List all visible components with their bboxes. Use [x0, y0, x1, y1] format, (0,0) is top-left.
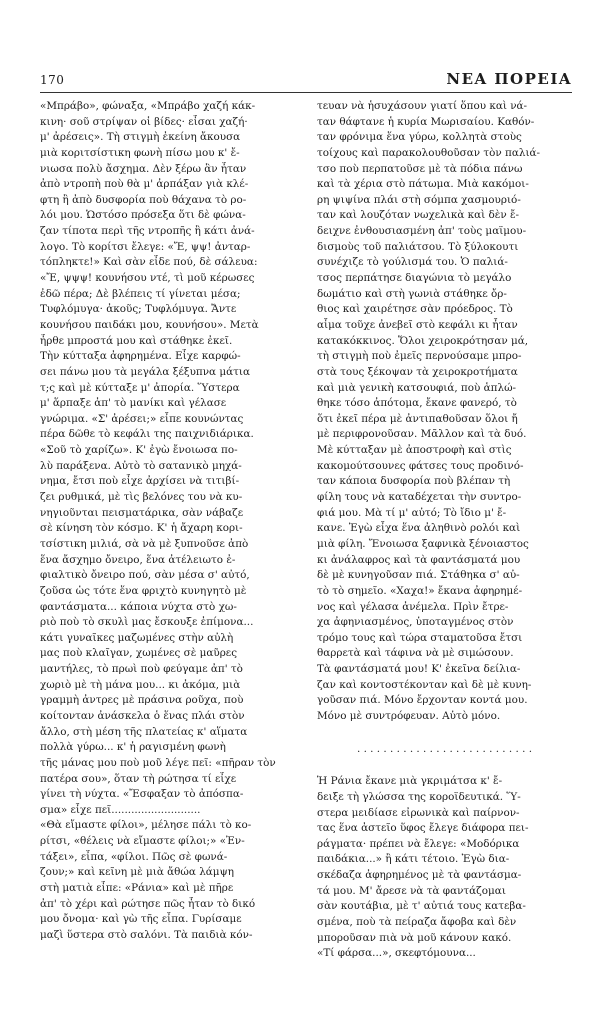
- text-line: ζοῦσα ὡς τότε ἕνα φριχτὸ κυνηγητὸ μὲ: [40, 584, 247, 597]
- text-line: ταν φρόνιμα ἕνα γύρω, κολλητὰ στοὺς: [317, 131, 522, 144]
- text-line: τ;ς καὶ μὲ κύτταξε μ' ἀπορία. Ὕστερα: [40, 381, 240, 394]
- text-line: χωριὸ μὲ τὴ μάνα μου... κι ἀκόμα, μιὰ: [40, 678, 241, 691]
- text-line: δειξε τὴ γλώσσα της κοροϊδευτικά. Ὕ-: [317, 790, 521, 803]
- text-line: πατέρα σου», ὅταν τὴ ρώτησα τί εἶχε: [40, 772, 237, 785]
- text-line: ἕνα ἄσχημο ὄνειρο, ἕνα ἀτέλειωτο ἐ-: [40, 553, 236, 566]
- text-line: τόπληκτε!» Καὶ σὰν εἶδε πού, δὲ σάλευα:: [40, 256, 258, 269]
- header-rule: [40, 92, 572, 93]
- text-line: συνέχιζε τὸ γούλισμά του. Ὁ παλιά-: [317, 256, 508, 269]
- text-line: φιά μου. Μὰ τί μ' αὐτό; Τὸ ἴδιο μ' ἔ-: [317, 506, 507, 519]
- text-line: ζαν καὶ κοντοστέκονταν καὶ δὲ μὲ κυνη-: [317, 678, 532, 691]
- text-line: ταν θάφτανε ἡ κυρία Μωρισαίου. Καθόν-: [317, 115, 535, 128]
- text-line: «Σοῦ τὸ χαρίζω». Κ' ἐγὼ ἔνοιωσα πο-: [40, 444, 238, 457]
- text-line: κακομούτσουνες φάτσες τους προδινό-: [317, 459, 524, 472]
- text-line: φιαλτικὸ ὄνειρο πού, σὰν μέσα σ' αὐτό,: [40, 569, 250, 582]
- text-line: δισμοὺς τοῦ παλιάτσου. Τὸ ξύλοκουτι: [317, 240, 519, 253]
- text-line: φίλη τους νὰ καταδέχεται τὴν συντρο-: [317, 491, 522, 504]
- text-line: θαρρετὰ καὶ τάφινα νὰ μὲ σιμώσουν.: [317, 647, 514, 660]
- text-line: Ἡ Ράνια ἔκανε μιὰ γκριμάτσα κ' ἔ-: [317, 775, 503, 788]
- journal-title: ΝΕΑ ΠΟΡΕΙΑ: [446, 70, 572, 88]
- text-line: δὲ μὲ κυνηγοῦσαν πιά. Στάθηκα σ' αὐ-: [317, 569, 520, 582]
- text-line: ταν καὶ λουζόταν νωχελικὰ καὶ δὲν ἔ-: [317, 209, 520, 222]
- text-line: τοίχους καὶ παρακολουθοῦσαν τὸν παλιά-: [317, 146, 541, 159]
- text-line: μου ὄνομα· καὶ γὼ τῆς εἶπα. Γυρίσαμε: [40, 913, 242, 926]
- text-line: θιος καὶ χαιρέτησε σὰν πρόεδρος. Τὸ: [317, 303, 513, 316]
- text-line: τάξει», εἶπα, «φίλοι. Πῶς σὲ φωνά-: [40, 850, 228, 863]
- text-line: ἀπ' τὸ χέρι καὶ ρώτησε πῶς ἦταν τὸ δικό: [40, 897, 256, 910]
- text-line: Τὰ φαντάσματά μου! Κ' ἐκεῖνα δείλια-: [317, 663, 521, 676]
- text-line: αἷμα τοῦχε ἀνεβεῖ στὸ κεφάλι κι ἦταν: [317, 318, 518, 331]
- text-line: τρόμο τους καὶ τώρα σταματοῦσα ἔτσι: [317, 631, 523, 644]
- text-line: τσος περπάτησε διαγώνια τὸ μεγάλο: [317, 272, 512, 285]
- text-line: κάτι γυναῖκες μαζωμένες στὴν αὐλὴ: [40, 631, 234, 644]
- text-line: ζει ρυθμικά, μὲ τὶς βελόνες του νὰ κυ-: [40, 491, 243, 504]
- text-line: κι ἀνάλαφρος καὶ τὰ φαντάσματά μου: [317, 553, 521, 566]
- section-gap: [317, 725, 572, 742]
- text-line: γραμμὴ ἀντρες μὲ πράσινα ροῦχα, ποὺ: [40, 694, 244, 707]
- text-line: ἐδῶ πέρα; Δὲ βλέπεις τί γίνεται μέσα;: [40, 287, 241, 300]
- text-line: λογο. Τὸ κορίτσι ἔλεγε: «Ἔ, ψψ! ἀνταρ-: [40, 240, 251, 253]
- text-line: Τυφλόμυγα· ἀκοῦς; Τυφλόμυγα. Ἄντε: [40, 303, 237, 316]
- text-line: στὴ ματιὰ εἶπε: «Ράνια» καὶ μὲ πῆρε: [40, 882, 234, 895]
- text-line: ριὸ ποὺ τὸ σκυλὶ μας ἔσκουξε ἐπίμονα...: [40, 616, 254, 629]
- text-line: καὶ μιὰ γενικὴ κατσουφιά, ποὺ ἁπλώ-: [317, 381, 517, 394]
- text-line: μαντήλες, τὸ πρωὶ ποὺ φεύγαμε ἀπ' τὸ: [40, 663, 243, 676]
- text-line: καὶ τὰ χέρια στὸ πάτωμα. Μιὰ κακόμοι-: [317, 178, 529, 191]
- text-line: μας ποὺ κλαῖγαν, χωμένες σὲ μαῦρες: [40, 647, 238, 660]
- left-text-column: [40, 99, 295, 944]
- text-line: χα ἀφηνιασμένος, ὑποταγμένος στὸν: [317, 616, 514, 629]
- text-line: νος καὶ γέλασα ἀνέμελα. Πρὶν ἔτρε-: [317, 600, 509, 613]
- text-line: γνώριμα. «Σ' ἀρέσει;» εἶπε κουνώντας: [40, 412, 244, 425]
- text-line: ρη ψιψίνα πλάι στὴ σόμπα χασμουριό-: [317, 193, 521, 206]
- text-line: ταν κάποια δυσφορία ποὺ βλέπαν τὴ: [317, 475, 511, 488]
- text-line: μαζὶ ὕστερα στὸ σαλόνι. Τὰ παιδιὰ κόν-: [40, 928, 253, 941]
- text-line: τὸ τὸ σημεῖο. «Χαχα!» ἔκανα ἀφηρημέ-: [317, 584, 523, 597]
- text-line: σμα» εἶχε πεῖ...........................: [40, 803, 201, 816]
- text-line: μιὰ κοριτσίστικη φωνὴ πίσω μου κ' ἔ-: [40, 146, 240, 159]
- text-line: ἄλλο, στὴ μέση τῆς πλατείας κ' αἵματα: [40, 725, 248, 738]
- text-line: σμένα, ποὺ τὰ πείραζα ἄφοβα καὶ δὲν: [317, 916, 517, 929]
- text-line: πέρα δῶθε τὸ κεφάλι της παιχνιδιάρικα.: [40, 428, 254, 441]
- text-line: ὅτι ἐκεῖ πέρα μὲ ἀντιπαθοῦσαν ὅλοι ἤ: [317, 412, 518, 425]
- text-line: ζαν τίποτα περὶ τῆς ντροπῆς ἢ κάτι ἀνά-: [40, 225, 255, 238]
- text-line: στὰ τους ξέκοψαν τὰ χειροκροτήματα: [317, 365, 518, 378]
- text-line: μποροῦσαν πιὰ νὰ μοῦ κάνουν κακό.: [317, 931, 512, 944]
- text-line: ρίτσι, «θέλεις νὰ εἴμαστε φίλοι;» «Ἐν-: [40, 835, 245, 848]
- text-line: ράγματα· πρέπει νὰ ἔλεγε: «Μοδόρικα: [317, 837, 520, 850]
- text-line: θηκε τόσο ἀπότομα, ἔκανε φανερό, τὸ: [317, 397, 517, 410]
- text-line: τσίστικη μιλιά, σὰ νὰ μὲ ξυπνοῦσε ἀπὸ: [40, 537, 249, 550]
- text-line: μ' ἅρπαξε ἀπ' τὸ μανίκι καὶ γέλασε: [40, 397, 227, 410]
- section-separator-dots: . . . . . . . . . . . . . . . . . . . . . . . . . . .: [356, 742, 533, 755]
- text-line: τευαν νὰ ἡσυχάσουν γιατί ὅπου καὶ νά-: [317, 100, 528, 112]
- text-line: κοίτονταν ἀνάσκελα ὁ ἕνας πλάι στὸν: [40, 709, 245, 722]
- text-line: λὺ παράξενα. Αὐτὸ τὸ σατανικὸ μηχά-: [40, 459, 242, 472]
- text-line: γοῦσαν πιά. Μόνο ἔρχονταν κοντά μου.: [317, 694, 528, 707]
- text-line: μιὰ φίλη. Ἔνοιωσα ξαφνικὰ ξένοιαστος: [317, 537, 529, 550]
- text-line: τσο ποὺ περπατοῦσε μὲ τὰ πόδια πάνω: [317, 162, 523, 175]
- text-line: νιωσα πολὺ ἄσχημα. Δὲν ξέρω ἂν ἦταν: [40, 162, 247, 175]
- text-line: Μὲ κύτταξαν μὲ ἀποστροφὴ καὶ στὶς: [317, 444, 512, 457]
- text-line: φαντάσματα... κάποια νύχτα στὸ χω-: [40, 600, 237, 613]
- text-line: παιδάκια...» ἢ κάτι τέτοιο. Ἐγὼ δια-: [317, 853, 510, 866]
- text-line: σκέδαζα ἀφηρημένος μὲ τὰ φαντάσμα-: [317, 869, 522, 882]
- text-line: στερα μειδίασε εἰρωνικὰ καὶ παίρνον-: [317, 806, 520, 819]
- text-line: δειχνε ἐνθουσιασμένη ἀπ' τοὺς μαϊμου-: [317, 225, 527, 238]
- text-line: νηγιοῦνται πεισματάρικα, σὰν νάβαζε: [40, 506, 244, 519]
- text-line: ἀπὸ ντροπὴ ποὺ θὰ μ' ἀρπάξαν γιὰ κλέ-: [40, 178, 249, 191]
- text-line: κουνήσου παιδάκι μου, κουνήσου». Μετὰ: [40, 318, 259, 331]
- section-gap: [317, 757, 572, 774]
- text-line: ζουν;» καὶ κεῖνη μὲ μιὰ ἄθώα λάμψη: [40, 866, 234, 879]
- text-line: «Μπράβο», φώναξα, «Μπράβο χαζή κάκ-: [40, 100, 256, 112]
- text-line: «Ἔ, ψψψ! κουνήσου ντέ, τὶ μοῦ κέρωσες: [40, 272, 255, 285]
- text-line: μὲ περιφρονοῦσαν. Μᾶλλον καὶ τὰ δυό.: [317, 428, 527, 441]
- text-line: μ' ἀρέσεις». Τὴ στιγμὴ ἐκείνη ἄκουσα: [40, 131, 241, 144]
- text-line: «Τί φάρσα...», σκεφτόμουνα...: [317, 947, 476, 960]
- text-line: τά μου. Μ' ἄρεσε νὰ τὰ φαντάζομαι: [317, 884, 506, 897]
- text-line: «Θὰ εἴμαστε φίλοι», μέλησε πάλι τὸ κο-: [40, 819, 252, 832]
- text-line: λόι μου. Ὡστόσο πρόσεξα ὅτι δὲ φώνα-: [40, 209, 246, 222]
- text-line: δωμάτιο καὶ στὴ γωνιὰ στάθηκε ὄρ-: [317, 287, 507, 300]
- text-line: κινη· σοῦ στρίψαν οἱ βίδες· εἶσαι χαζή·: [40, 115, 248, 128]
- text-line: κανε. Ἐγὼ εἶχα ἕνα ἀληθινὸ ρολόι καὶ: [317, 522, 521, 535]
- text-line: σὰν κουτάβια, μὲ τ' αὐτιά τους κατεβα-: [317, 900, 526, 913]
- page-header: [40, 70, 572, 90]
- text-line: σει πάνω μου τὰ μεγάλα ξέξυπνα μάτια: [40, 365, 250, 378]
- page-number: 170: [40, 73, 65, 87]
- text-line: Μόνο μὲ συντρόφευαν. Αὐτὸ μόνο.: [317, 709, 501, 722]
- text-line: νημα, ἔτσι ποὺ εἶχε ἀρχίσει νὰ τιτιβί-: [40, 475, 240, 488]
- text-line: τας ἕνα ἀστεῖο ὕφος ἔλεγε διάφορα πει-: [317, 822, 529, 835]
- text-line: πολλὰ γύρω... κ' ἡ ραγισμένη φωνὴ: [40, 741, 226, 754]
- text-line: φτη ἢ ἀπὸ δυσφορία ποὺ θάχανα τὸ ρο-: [40, 193, 247, 206]
- text-line: κατακόκκινος. Ὅλοι χειροκρότησαν μά,: [317, 334, 529, 347]
- text-line: τῆς μάνας μου ποὺ μοῦ λέγε πεῖ: «πῆραν τὸν: [40, 756, 276, 769]
- text-line: τὴ στιγμὴ ποὺ ἐμεῖς περνούσαμε μπρο-: [317, 350, 522, 363]
- text-line: γίνει τὴ νύχτα. «Ἔσφαξαν τὸ ἀπόσπα-: [40, 788, 244, 801]
- right-text-column: [317, 99, 572, 962]
- text-line: ἦρθε μπροστά μου καὶ στάθηκε ἐκεῖ.: [40, 334, 233, 347]
- text-line: σὲ κίνηση τὸν κόσμο. Κ' ἡ ἄχαρη κορι-: [40, 522, 243, 535]
- text-line: Τὴν κύτταξα ἀφηρημένα. Εἶχε καρφώ-: [40, 350, 241, 363]
